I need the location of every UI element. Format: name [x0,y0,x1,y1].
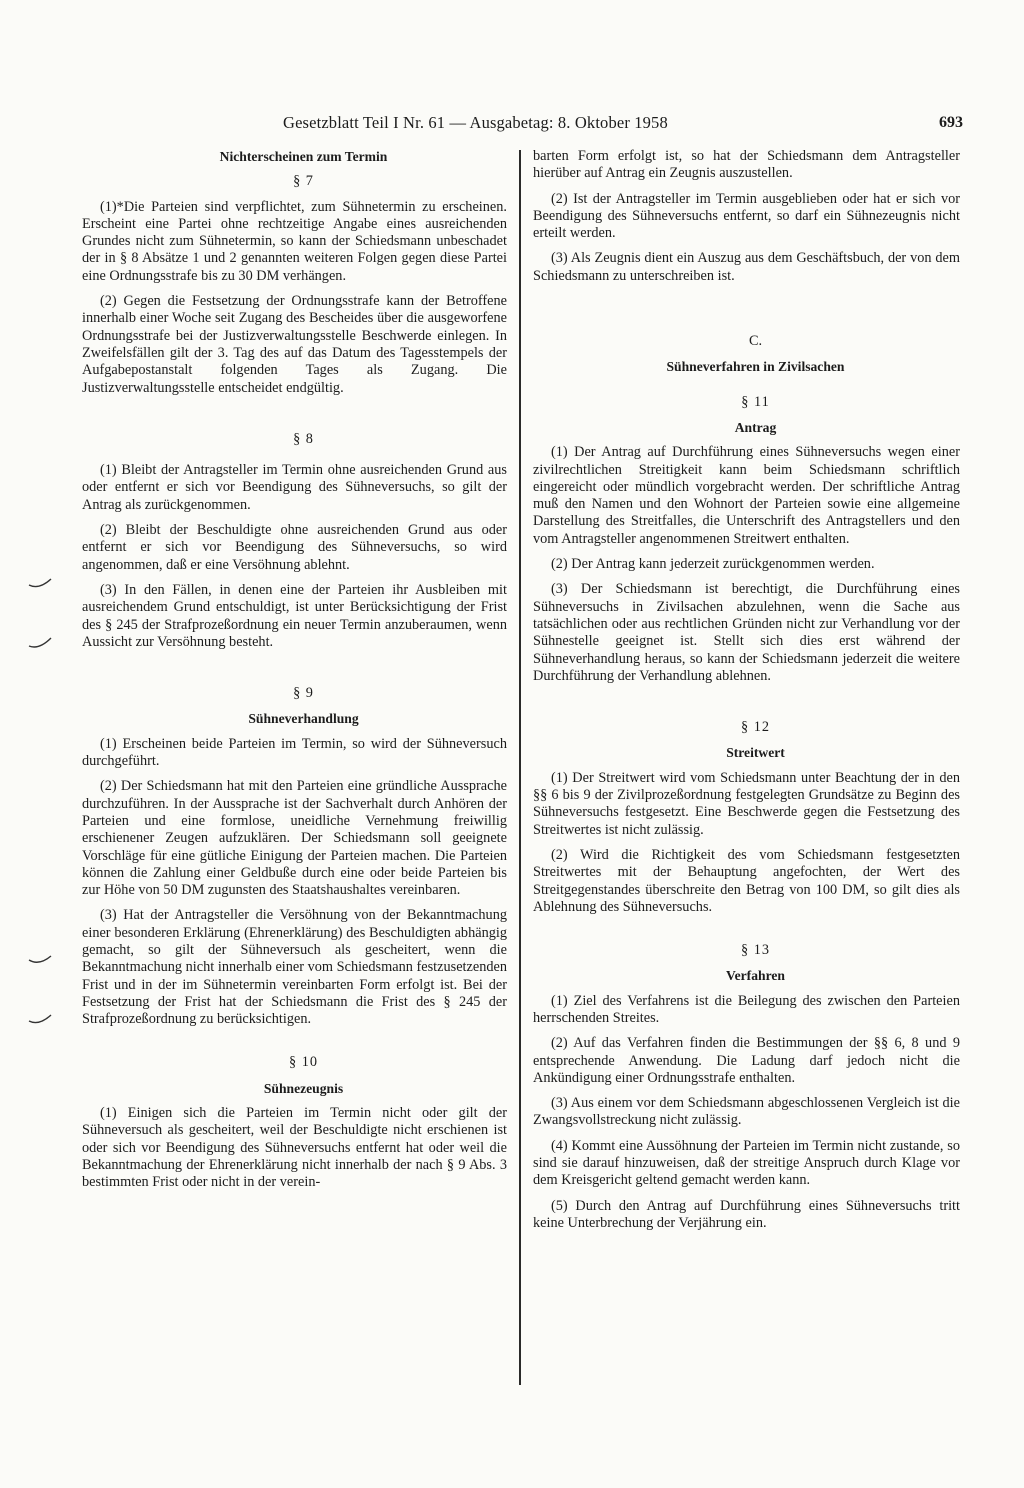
margin-check-mark [27,576,53,590]
section-heading: Antrag [734,419,777,435]
paragraph: (5) Durch den Antrag auf Durchführung eines Sühneversuchs tritt keine Unterbrechung der Verjährung ein. [533,1197,960,1231]
section-heading: Sühneverhandlung [248,711,359,727]
paragraph: (3) Hat der Antragsteller die Versöhnung von der Bekanntmachung einer besonderen Erklärung (Ehrenerklärung) des Beschuldigten abhängig gemacht, so gilt der Sühneversuch als gescheitert, wenn die Bekanntmachung nicht innerhalb einer vom Schiedsmann festzusetzenden Frist und in der im Sühnetermin vereinbarten Form erfolgt ist. Bei der Festsetzung der Frist hat der Schiedsmann die Frist des § 245 der Strafprozeßordnung zu berücksichtigen. [82,907,507,1028]
paragraph: (1) Der Streitwert wird vom Schiedsmann unter Beachtung der in den §§ 6 bis 9 der Zivilprozeßordnung festgelegten Grundsätze zu Beginn des Sühneversuchs festgesetzt. Eine Beschwerde gegen die Festsetzung des Streitwertes ist nicht zulässig. [533,769,960,838]
paragraph: barten Form erfolgt ist, so hat der Schiedsmann dem Antragsteller hierüber auf Antrag ein Zeugnis auszustellen. [533,148,960,182]
paragraph: (3) Der Schiedsmann ist berechtigt, die Durchführung eines Sühneversuchs in Zivilsachen abzulehnen, wenn die Sache aus tatsächlichen oder aus rechtlichen Gründen nicht zur Verhandlung vor der Sühnestelle geeignet ist. Stellt sich dies erst während der Sühneverhandlung heraus, so kann der Schiedsmann jederzeit die weitere Durchführung der Verhandlung ablehnen. [533,581,960,684]
paragraph: (2) Ist der Antragsteller im Termin ausgeblieben oder hat er sich vor Beendigung des Sühneversuchs entfernt, so darf ein Sühnezeugnis nicht erteilt werden. [533,190,960,242]
paragraph-mark: § 10 [288,1054,319,1071]
paragraph: (1)*Die Parteien sind verpflichtet, zum Sühnetermin zu erscheinen. Erscheint eine Partei ohne rechtzeitige Angabe eines ausreichenden Grundes nicht zum Sühnetermin, so kann der Schiedsmann unbeschadet der in § 8 Absätze 1 und 2 genannten weiteren Folgen gegen diese Partei eine Ordnungsstrafe bis zu 30 DM verhängen. [82,198,507,284]
paragraph: (2) Gegen die Festsetzung der Ordnungsstrafe kann der Betroffene innerhalb einer Woche seit Zugang des Bescheides über die ausgeworfene Ordnungsstrafe bei der Justizverwaltungsstelle Beschwerde einlegen. In Zweifelsfällen gilt der 3. Tag des auf das Datum des Tagesstempels der Aufgabepostanstalt folgenden Tages als Zugang. Die Justizverwaltungsstelle entscheidet endgültig. [82,293,507,396]
paragraph: (3) Aus einem vor dem Schiedsmann abgeschlossenen Vergleich ist die Zwangsvollstreckung nicht zulässig. [533,1095,960,1129]
paragraph: (2) Der Schiedsmann hat mit den Parteien eine gründliche Aussprache durchzuführen. In der Aussprache ist der Sachverhalt durch Anhören der Parteien und eine formlose, uneidliche Vernehmung freiwillig erschienener Zeugen aufzuklären. Der Schiedsmann soll geeignete Vorschläge für eine gütliche Einigung der Parteien machen. Die Parteien können die Zahlung einer Geldbuße durch eine oder beide Parteien bis zur Höhe von 50 DM zugunsten des Staatshaushaltes vereinbaren. [82,778,507,899]
left-column [82,148,507,1200]
column-divider [519,150,521,1385]
section-heading: Sühneverfahren in Zivilsachen [666,359,845,375]
margin-check-mark [27,1012,53,1026]
paragraph: (3) Als Zeugnis dient ein Auszug aus dem Geschäftsbuch, der von dem Schiedsmann zu unterschreiben ist. [533,250,960,284]
paragraph: (1) Ziel des Verfahrens ist die Beilegung des zwischen den Parteien herrschenden Streites. [533,992,960,1026]
paragraph-mark: § 7 [293,173,314,190]
paragraph: (3) In den Fällen, in denen eine der Parteien ihr Ausbleiben mit ausreichendem Grund entschuldigt, ist unter Berücksichtigung der Frist des § 245 der Strafprozeßordnung ein neuer Termin anzuberaumen, wenn Aussicht zur Versöhnung besteht. [82,581,507,650]
paragraph: (2) Auf das Verfahren finden die Bestimmungen der §§ 6, 8 und 9 entsprechende Anwendung. Die Ladung darf jedoch nicht die Ankündigung einer Ordnungsstrafe enthalten. [533,1035,960,1086]
paragraph-mark: § 9 [293,685,314,702]
margin-check-mark [27,636,53,650]
paragraph-mark: § 8 [293,430,314,447]
paragraph-mark: § 12 [740,719,771,736]
paragraph: (1) Der Antrag auf Durchführung eines Sühneversuchs wegen einer zivilrechtlichen Streitigkeit kann beim Schiedsmann schriftlich eingereicht oder mündlich vorgebracht werden. Der schriftliche Antrag muß den Namen und den Wohnort der Parteien sowie eine allgemeine Darstellung des Streitfalles, die Unterschrift des Antragstellers und den vom Antragsteller angenommenen Streitwert enthalten. [533,444,960,547]
section-heading: Sühnezeugnis [263,1080,344,1096]
paragraph: (1) Bleibt der Antragsteller im Termin ohne ausreichenden Grund aus oder entfernt er sich vor Beendigung des Sühneversuchs, so gilt der Antrag als zurückgenommen. [82,462,507,513]
margin-check-mark [27,952,53,966]
header-title: Gesetzblatt Teil I Nr. 61 — Ausgabetag: 8. Oktober 1958 [283,113,668,132]
section-heading: Nichterscheinen zum Termin [219,149,388,164]
section-heading: Streitwert [726,745,785,761]
paragraph-mark: § 13 [740,942,771,959]
right-column [533,148,960,1240]
section-heading: Verfahren [726,968,785,984]
section-letter: C. [748,333,763,350]
paragraph: (1) Erscheinen beide Parteien im Termin, so wird der Sühneversuch durchgeführt. [82,735,507,770]
paragraph: (4) Kommt eine Aussöhnung der Parteien im Termin nicht zustande, so sind sie darauf hinzuweisen, daß der streitige Anspruch durch Klage vor dem Kreisgericht geltend gemacht werden kann. [533,1137,960,1189]
page-header [283,110,963,136]
paragraph-mark: § 11 [741,393,770,410]
paragraph: (2) Wird die Richtigkeit des vom Schiedsmann festgesetzten Streitwertes mit der Behauptung angefochten, der Wert des Streitgegenstandes überschreite den Betrag von 100 DM, so gilt dies als Ablehnung des Sühneversuchs. [533,846,960,915]
paragraph: (2) Der Antrag kann jederzeit zurückgenommen werden. [551,556,875,573]
paragraph: (2) Bleibt der Beschuldigte ohne ausreichenden Grund aus oder entfernt er sich vor Beendigung des Sühneversuchs, so wird angenommen, daß er eine Versöhnung ablehnt. [82,522,507,573]
paragraph: (1) Einigen sich die Parteien im Termin nicht oder gilt der Sühneversuch als gescheitert, weil der Beschuldigte nicht erschienen ist oder sich vor Beendigung des Sühneversuchs entfernt hat oder weil die Bekanntmachung der Ehrenerklärung nicht innerhalb der nach § 9 Abs. 3 bestimmten Frist oder nicht in der verein- [82,1105,507,1191]
page-number: 693 [939,114,963,131]
